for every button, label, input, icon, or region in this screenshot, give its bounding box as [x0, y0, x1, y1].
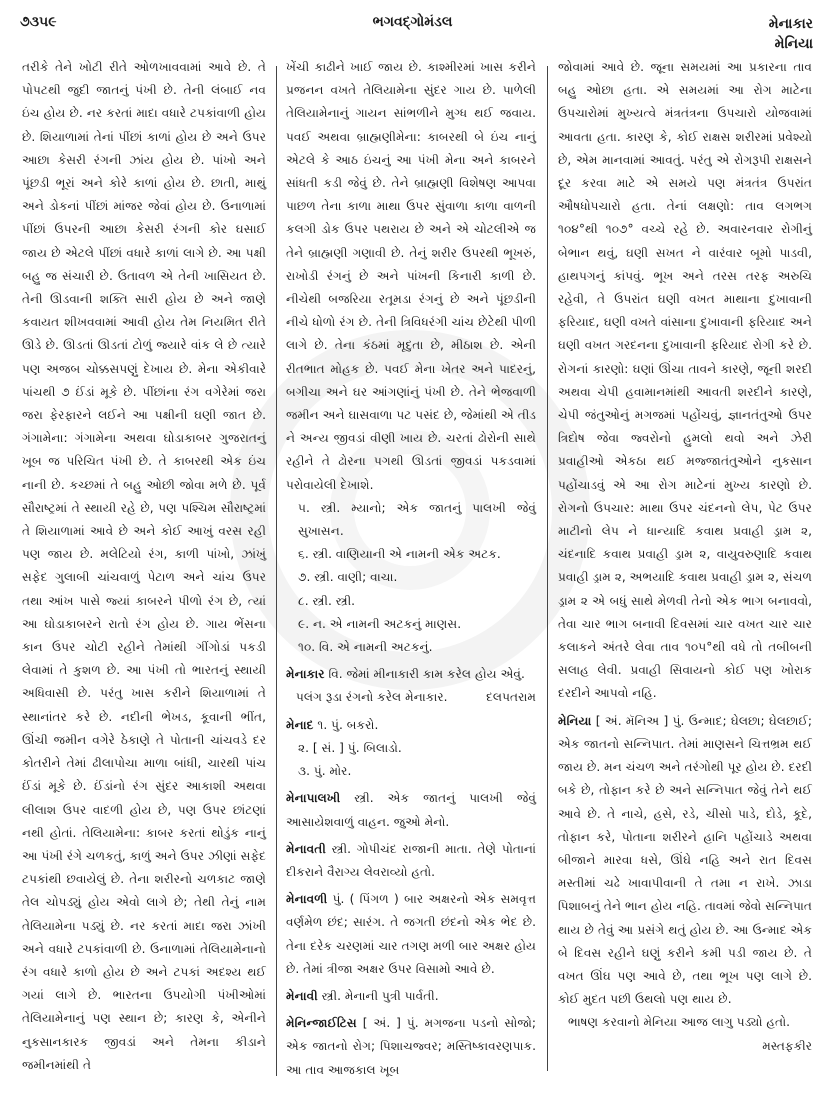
sense-item: ૧૦. વિ. એ નામની અટકનું. [298, 640, 433, 655]
headword: મેનાદ [286, 717, 314, 732]
dictionary-entry [286, 838, 536, 884]
dictionary-entry [286, 663, 536, 686]
headword: મેનાકાર [286, 667, 325, 682]
dictionary-entry [286, 1012, 536, 1082]
definition: [ અં. ] પું. મગજના પડનો સોજો; એક જાતનો રોગ; પિશાચજ્વર; મસ્તિષ્કાવરણપાક. આ તાવ આજકાલ ખૂબ [286, 1016, 537, 1077]
sense-item: ૬. સ્ત્રી. વાણિયાની એ નામની એક અટક. [298, 547, 501, 562]
definition: પું. ( પિંગળ ) બાર અક્ષરનો એક સમવૃત્ત વર્ણમેળ છંદ; સારંગ. તે જગતી છંદનો એક ભેદ છે. તેના દરેક ચરણમાં ચાર તગણ મળી બાર અક્ષર હોય છે. તેમાં ત્રીજા અક્ષર ઉપર વિસામો આવે છે. [286, 892, 537, 976]
guide-word-last: મેનિયા [774, 36, 813, 52]
headword: મેનાવતી [286, 841, 326, 856]
sense-item: ૩. પું. મોર. [298, 764, 352, 779]
headword: મેનાવળી [286, 892, 328, 907]
citation-author: દલપતરામ [486, 690, 536, 705]
definition: સ્ત્રી. એક જાતનું પાલખી જેવું આસાયેશવાળું વાહન. જુઓ મેનો. [286, 791, 536, 829]
citation [568, 1011, 812, 1053]
continued-paragraph: તરીકે તેને ખોટી રીતે ઓળખાવવામાં આવે છે. તે પોપટથી જુદી જાતનું પંખી છે. તેની લંબાઈ નવ ઇંચ હોય છે. નર કરતાં માદા વધારે ટપકાંવાળી હોય છે. શિયાળામાં તેનાં પીંછાં કાળાં હોય છે અને ઉપર આછા કેસરી રંગની ઝાંય હોય છે. પાંખો અને પૂંછડી ભૂરાં અને કોરે કાળાં હોય છે. છાતી, માથું અને ડોકનાં પીંછાં માંજર જેવાં હોય છે. ઉનાળામાં પીંછાં ઉપરની આછા કેસરી રંગની કોર ઘસાઈ જાય છે એટલે પીંછાં વધારે કાળાં લાગે છે. આ પક્ષી બહુ જ સંચારી છે. ઉતાવળ એ તેની ખાસિયત છે. તેની ઊડવાની શક્તિ સારી હોય છે અને જાણે કવાયત શીખવવામાં આવી હોય તેમ નિયમિત રીતે ઊડે છે. ઊડતાં ઊડતાં ટોળું જ્યારે વાંક લે છે ત્યારે પણ અજબ ચોક્કસપણું દેખાય છે. મેના એકીવારે પાંચથી ૭ ઈંડાં મૂકે છે. પીંછાંના રંગ વગેરેમાં જરા જરા ફેરફારને લઈને આ પક્ષીની ઘણી જાત છે. ગંગામેના: ગંગામેના અથવા ઘોડાકાબર ગુજરાતનું ખૂબ જ પરિચિત પંખી છે. તે કાબરથી એક ઇંચ નાની છે. કચ્છમાં તે બહુ ઓછી જોવા મળે છે. પૂર્વ સૌરાષ્ટ્રમાં તે સ્થાયી રહે છે, પણ પશ્ચિમ સૌરાષ્ટ્રમાં તે શિયાળામાં આવે છે અને કોઈ આખું વરસ રહી પણ જાય છે. મલેટિયો રંગ, કાળી પાંખો, ઝાંખું સફેદ ગુલાબી ચાંચવાળું પેટાળ અને ચાંચ ઉપર તથા આંખ પાસે જ્યાં કાબરને પીળો રંગ છે, ત્યાં આ ઘોડાકાબરને રાતો રંગ હોય છે. ગાય ભેંસના કાન ઉપર ચોટી રહીને તેમાંથી ગીંગોડાં પકડી લેવામાં તે કુશળ છે. આ પંખી તો ભારતનું સ્થાયી અધિવાસી છે. પરંતુ ખાસ કરીને શિયાળામાં તે સ્થાનાંતર કરે છે. નદીની ભેખડ, કૂવાની ભીંત, ઊંચી જમીન વગેરે ઠેકાણે તે પોતાની ચાંચવડે દર કોતરીને તેમાં ઢીલાપોચા માળા બાંધી, ચારથી પાંચ ઈંડાં મૂકે છે. ઈંડાંનો રંગ સુંદર આકાશી અથવા લીલાશ ઉપર વાદળી હોય છે, પણ ઉપર છાંટણાં નથી હોતાં. તેલિયામેના: કાબર કરતાં થોડુંક નાનું આ પંખી રંગે ચળકતું, કાળું અને ઉપર ઝીણાં સફેદ ટપકાંથી છવાયેલું છે. તેના શરીરનો ચળકાટ જાણે તેલ ચોપડ્યું હોય એવો લાગે છે; તેથી તેનું નામ તેલિયામેના પડ્યું છે. નર કરતાં માદા જરા ઝાંખી અને વધારે ટપકાંવાળી છે. ઉનાળામાં તેલિયામેનાનો રંગ વધારે કાળો હોય છે અને ટપકાં અદશ્ય થઈ ગયાં લાગે છે. ભારતના ઉપયોગી પંખીઓમાં તેલિયામેનાનું પણ સ્થાન છે; કારણ કે, એનીને નુકસાનકારક જીવડાં અને તેમના કીડાને જમીનમાંથી તે [22, 60, 266, 1072]
definition: સ્ત્રી. ગોપીચંદ રાજાની માતા. તેણે પોતાનાં દીકરાને વૈરાગ્ય લેવરાવ્યો હતો. [286, 841, 536, 879]
dictionary-entry [286, 787, 536, 833]
dictionary-entry [286, 985, 536, 1008]
sense-item: ૮. સ્ત્રી. સ્ત્રી. [298, 593, 356, 608]
column-2 [286, 56, 536, 1082]
page-header [0, 8, 825, 52]
citation [296, 686, 536, 709]
dictionary-columns [0, 48, 825, 1098]
dictionary-entry [558, 710, 812, 1012]
column-divider [276, 66, 277, 1076]
sense-item: ૯. ન. એ નામની અટકનું માણસ. [298, 616, 462, 631]
book-title: ભગવદ્ગોમંડલ [372, 14, 453, 30]
definition: [ અં. મૅનિઅ ] પું. ઉન્માદ; ઘેલછા; ઘેલછાઈ; એક જાતનો સન્નિપાત. તેમાં માણસને ચિત્તભ્રમ થઈ જાય છે. મન ચંચળ અને તરંગોથી પૂર હોય છે. દરદી બકે છે, તોફાન કરે છે અને સન્નિપાત જેવું તેને થઈ આવે છે. તે નાચે, હસે, રડે, ચીસો પાડે, દોડે, કૂદે, તોફાન કરે, પોતાના શરીરને હાનિ પહોંચાડે અથવા બીજાને મારવા ધસે, ઊંઘે નહિ અને રાત દિવસ મસ્તીમાં ચઢે ખાવાપીવાની તે તમા ન રાખે. ઝાડા પિશાબનું તેને ભાન હોય નહિ. તાવમાં જેવો સન્નિપાત થાય છે તેવું આ પ્રસંગે થતું હોય છે. આ ઉન્માદ એક બે દિવસ રહીને ઘણું કરીને કમી પડી જાય છે. તે વખત ઊંઘ પણ આવે છે, તથા ભૂખ પણ લાગે છે. કોઈ મુદત પછી ઉથલો પણ થાય છે. [558, 713, 812, 1007]
dictionary-entry [286, 714, 536, 737]
headword: મેનિન્જાઈટિસ [286, 1016, 357, 1031]
citation-author: મસ્તફકીર [762, 1038, 812, 1053]
continued-paragraph: ખેંચી કાઢીને ખાઈ જાય છે. કાશ્મીરમાં ખાસ કરીને પ્રજનન વખતે તેલિયામેના સુંદર ગાય છે. પાળેલી તેલિયામેનાનું ગાયન સાંભળીને મુગ્ધ થઈ જવાય. પવઈ અથવા બ્રાહ્મણીમેના: કાબરથી બે ઇંચ નાનું એટલે કે આઠ ઇંચનું આ પંખી મેના અને કાબરને સાંધતી કડી જેવું છે. તેને બ્રાહ્મણી વિશેષણ આપવા પાછળ તેના કાળા માથા ઉપર સુંવાળા કાળા વાળની કલગી ડોક ઉપર પથરાય છે અને એ ચોટલીએ જ તેને બ્રાહ્મણી ગણાવી છે. તેનું શરીર ઉપરથી ભૂખરું, રાખોડી રંગનું છે અને પાંખની કિનારી કાળી છે. નીચેથી બજરિયા રતૂમડા રંગનું છે અને પૂંછડીની નીચે ધોળો રંગ છે. તેની ત્રિવિધરંગી ચાંચ છેટેથી પીળી લાગે છે. તેના કંઠમાં મૃદુતા છે, મીઠાશ છે. એની રીતભાત મોહક છે. પવઈ મેના ખેતર અને પાદરનું, બગીચા અને ઘર આંગણાંનું પંખી છે. તેને ભેજવાળી જમીન અને ઘાસવાળા પટ પસંદ છે, જેમાંથી એ તીડ ને અન્ય જીવડાં વીણી ખાય છે. ચરતાં ઢોરોની સાથે રહીને તે ઢોરના પગથી ઊડતાં જીવડાં પકડવામાં પરોવાયેલી દેખાશે. [286, 60, 536, 492]
column-3 [558, 56, 812, 1058]
headword: મેનાવી [286, 988, 318, 1003]
guide-word-first: મેનાકાર [768, 16, 813, 32]
sense-item: ૭. સ્ત્રી. વાણી; વાચા. [298, 570, 398, 585]
sense-item: ૨. [ સં. ] પું. બિલાડો. [298, 740, 402, 755]
continued-paragraph: જોવામાં આવે છે. જૂના સમયમાં આ પ્રકારના તાવ બહુ ઓછા હતા. એ સમયમાં આ રોગ માટેના ઉપચારોમાં મુખ્યત્વે મંત્રતંત્રના ઉપચારો યોજવામાં આવતા હતા. કારણ કે, કોઈ રાક્ષસ શરીરમાં પ્રવેશ્યો છે, એમ માનવામાં આવતું. પરંતુ એ રોગરૂપી રાક્ષસને દૂર કરવા માટે એ સમયે પણ મંત્રતંત્ર ઉપરાંત ઔષધોપચારો હતા. તેનાં લક્ષણો: તાવ લગભગ ૧૦૪°થી ૧૦૭° વચ્ચે રહે છે. અવારનવાર રોગીનું બેભાન થવું, ઘણી સખત ને વારંવાર બૂમો પાડવી, હાથપગનું કાંપવું. ભૂખ અને તરસ તરફ અરુચિ રહેવી, તે ઉપરાંત ઘણી વખત માથાના દુખાવાની ફરિયાદ, ઘણી વખતે વાંસાના દુખાવાની ફરિયાદ અને ઘણી વખત ગરદનના દુખાવાની ફરિયાદ રોગી કરે છે. રોગનાં કારણો: ઘણાં ઊંચા તાવને કારણે, જૂની શરદી અથવા ચેપી હવામાનમાંથી આવતી શરદીને કારણે, ચેપી જંતુઓનું મગજમાં પહોંચવું, જ્ઞાનતંતુઓ ઉપર ત્રિદોષ જેવા જ્વરોનો હુમલો થવો અને ઝેરી પ્રવાહીઓ એકઠા થઈ મજ્જાતંતુઓને નુકસાન પહોંચાડવું એ આ રોગ માટેનાં મુખ્ય કારણો છે. રોગનો ઉપચાર: માથા ઉપર ચંદનનો લેપ, પેટ ઉપર માટીનો લેપ ને ધાન્યાદિ કવાથ પ્રવાહી ડ્રામ ૨, ચંદનાદિ કવાથ પ્રવાહી ડ્રામ ૨, વાયુવરુણાદિ કવાથ પ્રવાહી ડ્રામ ૨, અભયાદિ કવાથ પ્રવાહી ડ્રામ ૨, સંચળ ડ્રામ ૨ એ બધું સાથે મેળવી તેનો એક ભાગ બનાવવો, તેવા ચાર ભાગ બનાવી દિવસમાં ચાર વખત ચાર ચાર કલાકને અંતરે લેવા તાવ ૧૦૫°થી વધે તો તબીબની સલાહ લેવી. પ્રવાહી સિવાયનો કોઈ પણ ખોરાક દરદીને આપવો નહિ. [558, 60, 812, 701]
definition: ૧. પું. બકરો. [317, 717, 379, 732]
page-number: ૭૩૫૯ [20, 14, 57, 30]
citation-text: ભાષણ કરવાનો મેનિયા આજ લાગુ પડ્યો હતો. [568, 1015, 791, 1030]
headword: મેનાપાલખી [286, 791, 341, 806]
definition: સ્ત્રી. મેનાની પુત્રી પાર્વતી. [321, 988, 439, 1003]
citation-text: પલંગ રૂડા રંગનો કરેલ મેનાકાર. [296, 690, 448, 705]
column-divider [547, 66, 548, 1071]
definition: વિ. જેમાં મીનાકારી કામ કરેલ હોય એવું. [328, 667, 525, 682]
column-1 [22, 56, 266, 1077]
dictionary-entry [286, 888, 536, 981]
sense-item: ૫. સ્ત્રી. મ્યાનો; એક જાતનું પાલખી જેવું સુખાસન. [298, 500, 536, 539]
headword: મેનિયા [558, 713, 592, 728]
